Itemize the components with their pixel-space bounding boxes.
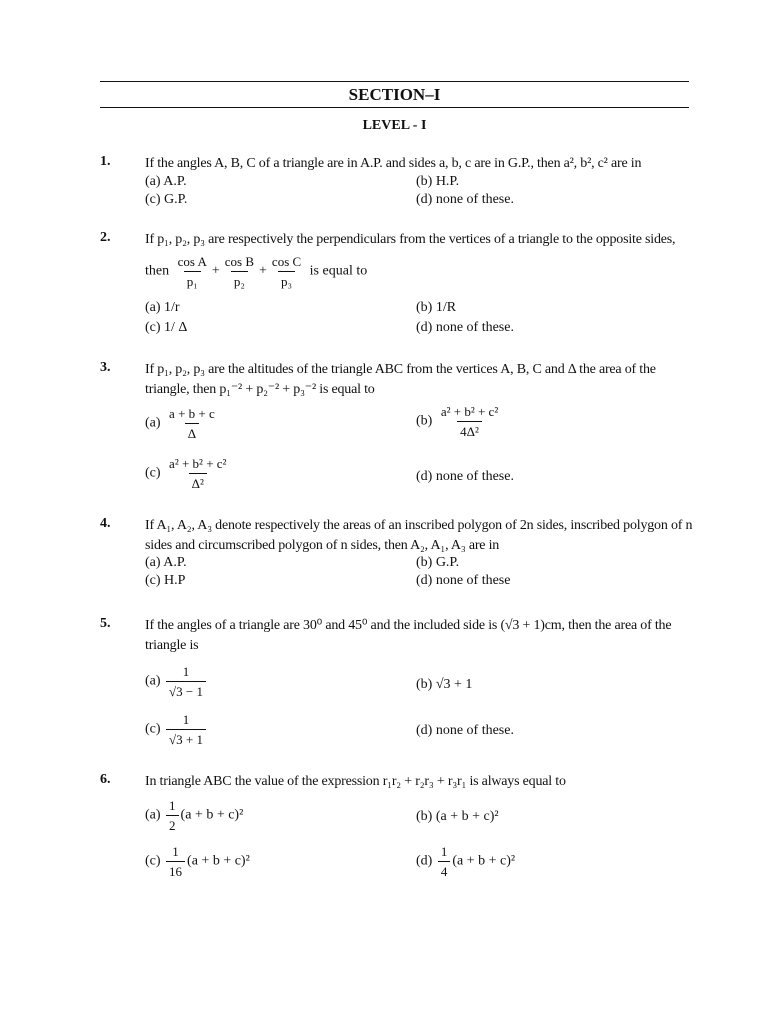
option-label: (b): [416, 677, 433, 692]
option-c: (c) G.P.: [145, 192, 188, 207]
option-c: [145, 844, 250, 879]
question-text: If p₁, p₂, p₃ are respectively the perpendiculars from the vertices of a triangle to the opposite sides,: [145, 232, 676, 247]
option-fraction: [166, 456, 229, 491]
option-b: [416, 404, 503, 439]
section-title: SECTION–I: [348, 85, 441, 104]
option-b: (b) H.P.: [416, 174, 460, 189]
option-label: (d): [416, 853, 433, 869]
fraction-numerator: 1: [172, 844, 179, 859]
fraction-denominator: 4: [438, 861, 451, 879]
fraction-cos-c: [269, 254, 304, 289]
fraction-cos-a: [175, 254, 210, 289]
fraction-denominator: √3 − 1: [166, 681, 206, 699]
fraction-numerator: 1: [182, 664, 190, 679]
option-fraction: [438, 404, 501, 439]
question-text: If A₁, A₂, A₃ denote respectively the areas of an inscribed polygon of 2n sides, inscribed polygon of n sides and circumscribed polygon of n sides, then A₂, A₁, A₃ are in: [145, 518, 693, 553]
fraction-numerator: a² + b² + c²: [169, 456, 227, 471]
option-text: none of these.: [435, 723, 514, 738]
then-word: then: [145, 263, 170, 279]
fraction-numerator: cos C: [271, 254, 302, 269]
fraction-numerator: a + b + c: [169, 406, 215, 421]
question-number: 6.: [100, 772, 111, 787]
option-d: [416, 844, 515, 879]
option-b: [416, 676, 472, 694]
option-fraction: [438, 844, 451, 879]
option-c: [145, 712, 208, 747]
question-number: 4.: [100, 516, 111, 531]
fraction-denominator: p₃: [278, 271, 295, 289]
fraction-denominator: √3 + 1: [166, 729, 206, 747]
option-a: (a) A.P.: [145, 174, 187, 189]
fraction-numerator: 1: [440, 844, 448, 859]
level-title: LEVEL - I: [362, 118, 427, 133]
option-d: (d) none of these: [416, 573, 511, 588]
option-label: (d): [416, 723, 433, 738]
option-label: (a): [145, 415, 161, 431]
option-d: [416, 722, 514, 740]
option-fraction: [166, 664, 206, 699]
option-d: (d) none of these.: [416, 320, 514, 335]
option-text: (a + b + c)²: [435, 809, 499, 824]
option-fraction: [166, 798, 179, 833]
expression-tail: is equal to: [309, 263, 368, 279]
option-fraction: [166, 406, 218, 441]
question-text: If the angles A, B, C of a triangle are in A.P. and sides a, b, c are in G.P., then a², b², c² are in: [145, 156, 642, 171]
fraction-denominator: p₁: [184, 271, 201, 289]
option-label: (b): [416, 413, 433, 429]
option-fraction: [166, 712, 206, 747]
option-tail: (a + b + c)²: [187, 853, 250, 869]
option-tail: (a + b + c)²: [452, 853, 516, 869]
option-fraction: [166, 844, 185, 879]
option-a: [145, 406, 220, 441]
option-a: (a) 1/r: [145, 300, 180, 315]
fraction-numerator: 1: [182, 712, 190, 727]
option-label: (c): [145, 721, 161, 737]
option-c: (c) H.P: [145, 573, 186, 588]
top-rule: [100, 81, 689, 82]
question-expression: then $\frac{\text{cos A}}{\text{p₁}}$ + $\frac{\text{cos B}}{\text{p₂}}$ + $\frac{\text{cos C}}{\text{p₃}}$ is equal to: [145, 254, 368, 289]
option-b: (b) 1/R: [416, 300, 457, 315]
fraction-numerator: a² + b² + c²: [440, 404, 499, 419]
fraction-cos-b: [222, 254, 257, 289]
question-number: 1.: [100, 154, 111, 169]
question-text: If the angles of a triangle are 30⁰ and 45⁰ and the included side is (√3 + 1)cm, then the area of the triangle is: [145, 618, 672, 653]
question-text: In triangle ABC the value of the expression r₁r₂ + r₂r₃ + r₃r₁ is always equal to: [145, 774, 566, 789]
option-label: (d): [416, 469, 433, 484]
option-label: (c): [145, 465, 161, 481]
question-text: If p₁, p₂, p₃ are the altitudes of the triangle ABC from the vertices A, B, C and Δ the area of the triangle, then p₁⁻² + p₂⁻² + p₃⁻² is equal to: [145, 362, 656, 397]
fraction-denominator: 2: [166, 815, 179, 833]
fraction-numerator: 1: [169, 798, 176, 813]
fraction-denominator: 4Δ²: [457, 421, 482, 439]
fraction-numerator: cos A: [177, 254, 207, 269]
option-text: none of these.: [435, 469, 514, 484]
section-underline: [100, 107, 689, 108]
option-b: (b) G.P.: [416, 555, 460, 570]
fraction-denominator: Δ: [185, 423, 199, 441]
fraction-denominator: 16: [166, 861, 185, 879]
option-c: [145, 456, 231, 491]
fraction-denominator: p₂: [231, 271, 248, 289]
option-b: [416, 808, 499, 826]
option-label: (a): [145, 807, 161, 823]
question-number: 3.: [100, 360, 111, 375]
option-d: [416, 468, 514, 486]
option-label: (a): [145, 673, 161, 689]
option-a: (a) A.P.: [145, 555, 187, 570]
fraction-numerator: cos B: [224, 254, 255, 269]
fraction-denominator: Δ²: [189, 473, 207, 491]
option-a: [145, 798, 243, 833]
option-c: (c) 1/ Δ: [145, 320, 188, 335]
option-a: [145, 664, 208, 699]
option-label: (c): [145, 853, 161, 869]
option-tail: (a + b + c)²: [180, 807, 244, 823]
question-number: 2.: [100, 230, 111, 245]
question-number: 5.: [100, 616, 111, 631]
option-text: √3 + 1: [435, 677, 473, 692]
option-d: (d) none of these.: [416, 192, 514, 207]
option-label: (b): [416, 809, 433, 824]
